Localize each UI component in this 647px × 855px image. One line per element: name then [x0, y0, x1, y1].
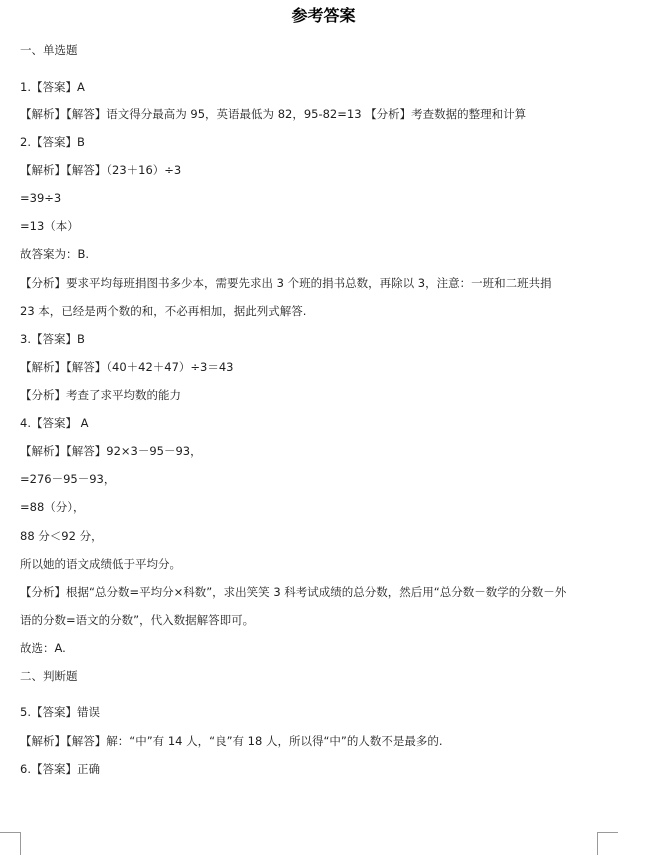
page-corner-mark-left: [0, 832, 21, 855]
calculation-line: =39÷3: [20, 191, 62, 205]
answer-line-q3: 3.【答案】B: [20, 332, 85, 346]
section-heading-single-choice: 一、单选题: [20, 43, 78, 57]
analysis-line: 23 本，已经是两个数的和，不必再相加，据此列式解答.: [20, 304, 307, 318]
page-title: 参考答案: [291, 6, 356, 25]
analysis-line: 语的分数=语文的分数”，代入数据解答即可。: [20, 613, 255, 627]
conclusion-line: 故选：A.: [20, 641, 66, 655]
answer-line-q5: 5.【答案】错误: [20, 705, 100, 719]
analysis-line: 【分析】要求平均每班捐图书多少本，需要先求出 3 个班的捐书总数，再除以 3，注意：一班和二班共捐: [20, 276, 552, 290]
answer-line-q6: 6.【答案】正确: [20, 762, 100, 776]
explanation-line: 【解析】【解答】解：“中”有 14 人，“良”有 18 人，所以得“中”的人数不是最多的.: [20, 734, 443, 748]
analysis-line: 【分析】根据“总分数=平均分×科数”，求出笑笑 3 科考试成绩的总分数，然后用“总分数－数学的分数－外: [20, 585, 567, 599]
conclusion-line: 故答案为：B.: [20, 247, 90, 261]
explanation-line: 【解析】【解答】92×3－95－93，: [20, 444, 202, 458]
calculation-line: 88 分＜92 分，: [20, 529, 103, 543]
explanation-line: 【解析】【解答】（23＋16）÷3: [20, 163, 182, 177]
answer-line-q1: 1.【答案】A: [20, 80, 85, 94]
answer-line-q4: 4.【答案】 A: [20, 416, 89, 430]
page-corner-mark-right: [597, 832, 618, 855]
analysis-line: 【分析】考查了求平均数的能力: [20, 388, 181, 402]
section-heading-true-false: 二、判断题: [20, 669, 78, 683]
calculation-line: =276－95－93，: [20, 472, 116, 486]
explanation-line: 【解析】【解答】（40＋42＋47）÷3＝43: [20, 360, 234, 374]
explanation-line: 【解析】【解答】语文得分最高为 95，英语最低为 82，95-82=13 【分析】考查数据的整理和计算: [20, 107, 527, 121]
calculation-line: =13（本）: [20, 219, 79, 233]
conclusion-line: 所以她的语文成绩低于平均分。: [20, 557, 181, 571]
answer-line-q2: 2.【答案】B: [20, 135, 85, 149]
calculation-line: =88（分），: [20, 500, 85, 514]
